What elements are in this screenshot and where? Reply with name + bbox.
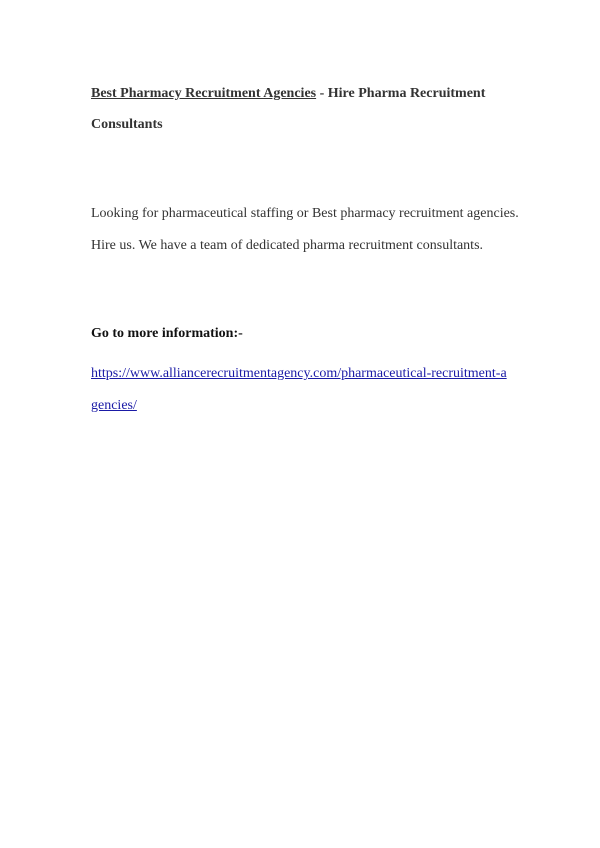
website-link[interactable]: https://www.alliancerecruitmentagency.com/pharmaceutical-recruitment-agencies/ [91, 366, 507, 413]
more-info-heading: Go to more information:- [91, 326, 243, 341]
title-link[interactable]: Best Pharmacy Recruitment Agencies [91, 86, 317, 101]
body-paragraph: Looking for pharmaceutical staffing or Best pharmacy recruitment agencies. Hire us. We have a team of dedicated pharma recruitment consultants. [91, 206, 519, 253]
document-content [91, 78, 521, 422]
document-title [91, 78, 521, 140]
title-rest: - Hire Pharma Recruitment Consultants [91, 86, 486, 132]
